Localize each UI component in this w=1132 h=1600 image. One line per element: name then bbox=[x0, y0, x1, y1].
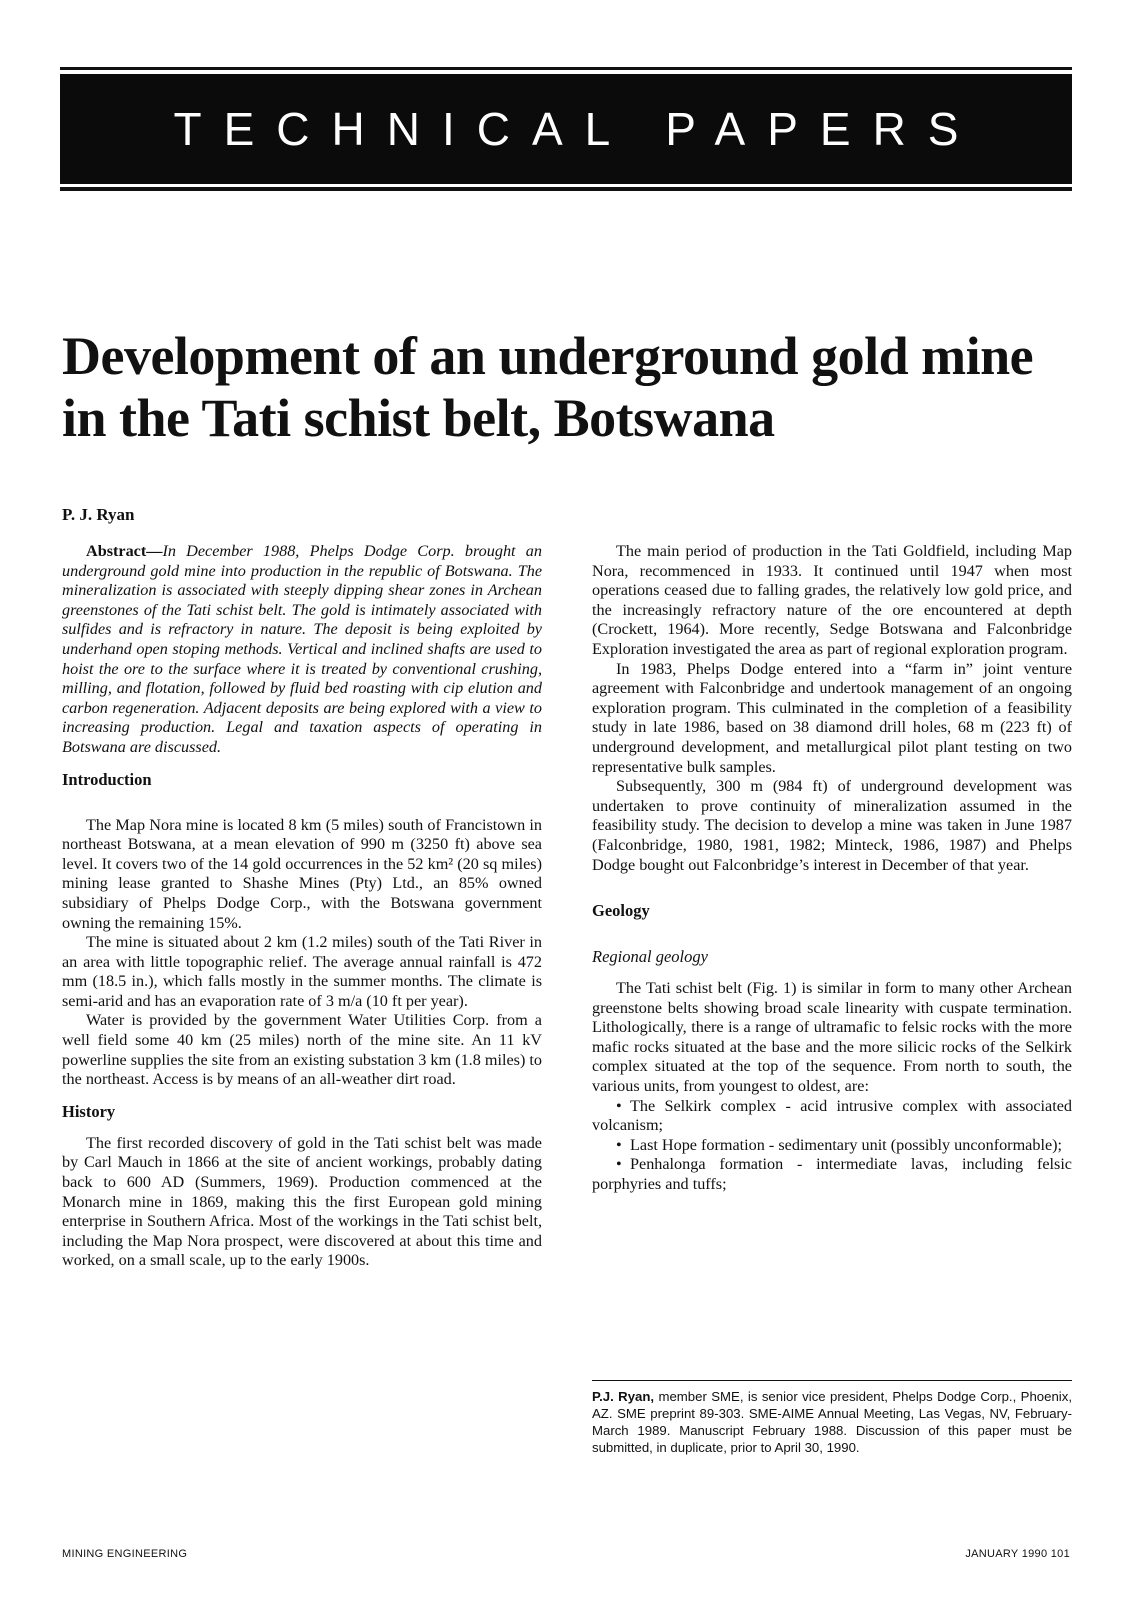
right-column bbox=[592, 542, 1072, 1195]
introduction-paragraph: The Map Nora mine is located 8 km (5 miles) south of Francistown in northeast Botswana, at a mean elevation of 990 m (3250 ft) above sea level. It covers two of the 14 gold occurrences in the 52 km² (20 sq miles) mining lease granted to Shashe Mines (Pty) Ltd., an 85% owned subsidiary of Phelps Dodge Corp., with the Botswana government owning the remaining 15%. bbox=[62, 815, 542, 932]
abstract-text: In December 1988, Phelps Dodge Corp. brought an underground gold mine into production in the republic of Botswana. The mineralization is associated with steeply dipping shear zones in Archean greenstones of the Tati schist belt. The gold is intimately associated with sulfides and is refractory in nature. The deposit is being exploited by underhand open stoping methods. Vertical and inclined shafts are used to hoist the ore to the surface where it is treated by conventional crushing, milling, and flotation, followed by fluid bed roasting with cip elution and carbon regeneration. Adjacent deposits are being explored with a view to increasing production. Legal and taxation aspects of operating in Botswana are discussed. bbox=[62, 542, 542, 756]
article-author: P. J. Ryan bbox=[62, 505, 135, 524]
introduction-heading: Introduction bbox=[62, 769, 152, 789]
author-footnote bbox=[592, 1388, 1072, 1456]
list-item: • Last Hope formation - sedimentary unit (possibly unconformable); bbox=[616, 1135, 1063, 1154]
header-top-rule bbox=[60, 67, 1072, 70]
left-column bbox=[62, 542, 542, 1271]
section-banner bbox=[60, 74, 1072, 184]
footnote-rule bbox=[592, 1380, 1072, 1381]
geology-heading: Geology bbox=[592, 901, 650, 921]
abstract-paragraph bbox=[62, 542, 542, 758]
footnote-text: member SME, is senior vice president, Phelps Dodge Corp., Phoenix, AZ. SME preprint 89-303. SME-AIME Annual Meeting, Las Vegas, NV, February-March 1989. Manuscript February 1988. Discussion of this paper must be submitted, in duplicate, prior to April 30, 1990. bbox=[592, 1389, 1072, 1455]
introduction-paragraph: The mine is situated about 2 km (1.2 miles) south of the Tati River in an area with little topographic relief. The average annual rainfall is 472 mm (18.5 in.), which falls mostly in the summer months. The climate is semi-arid and has an evaporation rate of 3 m/a (10 ft per year). bbox=[62, 933, 542, 1010]
geology-paragraph: The Tati schist belt (Fig. 1) is similar in form to many other Archean greenstone belts showing broad scale linearity with cuspate termination. Lithologically, there is a range of ultramafic to felsic rocks with the more mafic rocks situated at the base and the more silicic rocks of the Selkirk complex situated at the top of the sequence. From north to south, the various units, from youngest to oldest, are: bbox=[592, 979, 1072, 1096]
article-title: Development of an underground gold mine in the Tati schist belt, Botswana bbox=[62, 326, 1034, 448]
issue-and-page: JANUARY 1990 101 bbox=[965, 1548, 1070, 1560]
history-paragraph: Subsequently, 300 m (984 ft) of underground development was undertaken to prove continuity of mineralization assumed in the feasibility study. The decision to develop a mine was taken in June 1987 (Falconbridge, 1980, 1981, 1982; Minteck, 1986, 1987) and Phelps Dodge bought out Falconbridge’s interest in December of that year. bbox=[592, 777, 1072, 874]
regional-geology-subheading: Regional geology bbox=[592, 947, 708, 967]
history-heading: History bbox=[62, 1101, 116, 1121]
history-paragraph: The first recorded discovery of gold in the Tati schist belt was made by Carl Mauch in 1866 at the site of ancient workings, probably dating back to 600 AD (Summers, 1969). Production commenced at the Monarch mine in 1869, making this the first European gold mining enterprise in Southern Africa. Most of the workings in the Tati schist belt, including the Map Nora prospect, were discovered at about this time and worked, on a small scale, up to the early 1900s. bbox=[62, 1133, 542, 1270]
list-item: • Penhalonga formation - intermediate lavas, including felsic porphyries and tuffs; bbox=[592, 1155, 1072, 1194]
geology-unit-list bbox=[592, 1097, 1072, 1195]
banner-text: TECHNICAL PAPERS bbox=[173, 103, 981, 155]
abstract-lead: Abstract— bbox=[86, 542, 163, 560]
header-bottom-rule bbox=[60, 187, 1072, 191]
history-paragraph: The main period of production in the Tati Goldfield, including Map Nora, recommenced in 1933. It continued until 1947 when most operations ceased due to falling grades, the relatively low gold price, and the increasingly refractory nature of the ore encountered at depth (Crockett, 1964). More recently, Sedge Botswana and Falconbridge Exploration investigated the area as part of regional exploration program. bbox=[592, 542, 1072, 658]
history-paragraph: In 1983, Phelps Dodge entered into a “farm in” joint venture agreement with Falconbridge and undertook management of an ongoing exploration program. This culminated in the completion of a feasibility study in late 1986, based on 38 diamond drill holes, 68 m (223 ft) of underground development, and metallurgical pilot plant testing on two representative bulk samples. bbox=[592, 659, 1072, 776]
journal-name: MINING ENGINEERING bbox=[62, 1548, 188, 1560]
footnote-author: P.J. Ryan, bbox=[592, 1389, 655, 1404]
list-item: • The Selkirk complex - acid intrusive complex with associated volcanism; bbox=[592, 1096, 1072, 1135]
introduction-paragraph: Water is provided by the government Water Utilities Corp. from a well field some 40 km (25 miles) north of the mine site. An 11 kV powerline supplies the site from an existing substation 3 km (1.8 miles) to the northeast. Access is by means of an all-weather dirt road. bbox=[62, 1011, 542, 1089]
